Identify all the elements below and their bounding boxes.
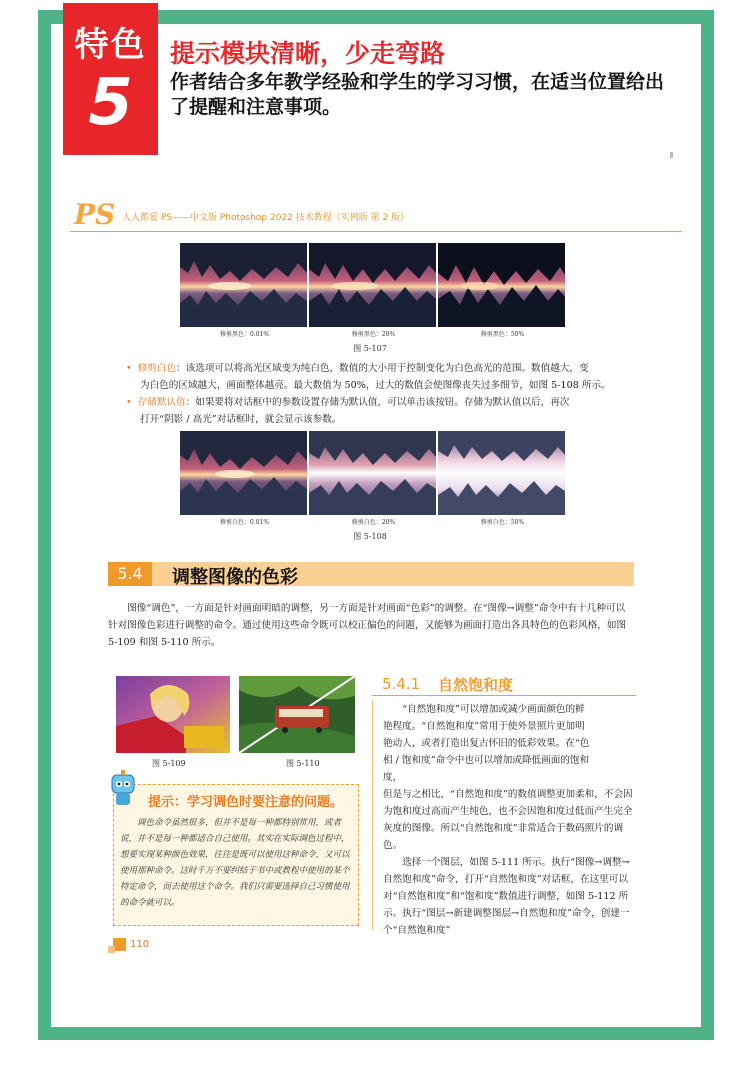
section-title: 调整图像的色彩 xyxy=(172,567,298,588)
bullet-save-default xyxy=(126,394,646,428)
caption-clip-black-2: 修剪黑色：20% xyxy=(351,331,396,338)
section-intro-paragraph: 图像“调色”，一方面是针对画面明暗的调整，另一方面是针对画面“色彩”的调整。在“图像→调整”命令中有十几种可以针对图像色彩进行调整的命令。通过使用这些命令既可以校正偏色的问题，又能够为画面打造出各具特色的色彩风格，如图 5-109 和图 5-110 所示。 xyxy=(108,603,627,648)
city-image-dark-3 xyxy=(438,243,565,327)
figure-5-110-bus-forest xyxy=(239,676,355,753)
figure-5-109-portrait xyxy=(116,676,230,753)
city-image-dark-1 xyxy=(180,243,307,327)
caption-clip-white-2: 修剪白色：20% xyxy=(351,519,396,526)
divider-mark xyxy=(670,152,673,158)
subsection-paragraph-2: 但是与之相比，“自然饱和度”的数值调整更加柔和，不会因为饱和度过高而产生纯色，也不会因饱和度过低而产生完全灰度的图像。所以“自然饱和度”非常适合于数码照片的调色。 xyxy=(383,789,633,851)
subsection-paragraph-1: “自然饱和度”可以增加或减少画面颜色的鲜艳程度。“自然饱和度”常用于使外景照片更加明艳动人，或者打造出复古怀旧的低彩效果。在“色相 / 饱和度”命令中也可以增加或降低画面的饱和度， xyxy=(383,704,590,783)
running-header-text: 人人都爱 PS——中文版 Photoshop 2022 技术教程（实例版 第 2 版） xyxy=(122,213,410,223)
subsection-title: 自然饱和度 xyxy=(438,676,514,694)
city-image-white-2 xyxy=(309,431,436,515)
figure-5-107-images xyxy=(180,243,565,327)
bullet-text: ：如果要将对话框中的参数设置存储为默认值，可以单击该按钮。存储为默认值以后，再次 xyxy=(185,397,570,408)
page-number-marker xyxy=(113,938,126,951)
badge-label: 特色 xyxy=(74,25,147,65)
bullet-clip-white xyxy=(126,360,646,394)
city-image-white-3 xyxy=(438,431,565,515)
bullet-dot: • xyxy=(126,397,132,408)
bullet-text-cont: 打开“阴影 / 高光”对话框时，就会显示该参数。 xyxy=(140,414,342,425)
bullet-text-cont: 为白色的区域越大，画面整体越亮。最大数值为 50%，过大的数值会使图像丧失过多细节，如图 5-108 所示。 xyxy=(140,380,611,391)
page-number xyxy=(113,938,149,951)
subsection-paragraph-3: 选择一个图层，如图 5-111 所示。执行“图像→调整→自然饱和度”命令，打开“自然饱和度”对话框，在这里可以对“自然饱和度”和“饱和度”数值进行调整，如图 5-112 所示。执行“图层→新建调整图层→自然饱和度”命令，创建一个“自然饱和度” xyxy=(383,857,630,936)
bullet-key: 修剪白色 xyxy=(137,363,177,374)
figure-label-5-109: 图 5-109 xyxy=(152,759,186,768)
feature-badge xyxy=(63,3,158,155)
robot-mascot-icon xyxy=(108,769,138,807)
figure-label-5-108: 图 5-108 xyxy=(353,532,387,541)
section-number: 5.4 xyxy=(108,562,152,586)
bullet-text: ：该选项可以将高光区域变为纯白色，数值的大小用于控制变化为白色高光的范围。数值越大，变 xyxy=(176,363,589,374)
subsection-number: 5.4.1 xyxy=(382,675,421,693)
tip-title: 提示：学习调色时要注意的问题。 xyxy=(148,795,344,810)
ps-logo: PS xyxy=(74,198,116,231)
running-header xyxy=(70,196,682,232)
figure-5-107-captions xyxy=(180,329,567,338)
feature-description: 作者结合多年教学经验和学生的学习习惯，在适当位置给出了提醒和注意事项。 xyxy=(170,71,665,118)
tip-box xyxy=(113,784,359,926)
city-image-white-1 xyxy=(180,431,307,515)
figure-label-5-110: 图 5-110 xyxy=(286,759,320,768)
figure-label-5-107: 图 5-107 xyxy=(353,344,387,353)
badge-number: 5 xyxy=(88,66,133,140)
page-number-text: 110 xyxy=(130,939,150,950)
city-image-dark-2 xyxy=(309,243,436,327)
figure-5-108-captions xyxy=(180,517,567,526)
column-divider xyxy=(372,700,373,930)
caption-clip-white-1: 修剪白色：0.01% xyxy=(219,519,270,526)
feature-title: 提示模块清晰，少走弯路 xyxy=(170,39,446,68)
bullet-dot: • xyxy=(126,363,132,374)
caption-clip-black-1: 修剪黑色：0.01% xyxy=(219,331,270,338)
subsection-heading xyxy=(372,674,636,696)
bullet-key: 存储默认值 xyxy=(137,397,186,408)
caption-clip-white-3: 修剪白色：50% xyxy=(480,519,525,526)
figure-5-108-images xyxy=(180,431,565,515)
section-heading-bar xyxy=(108,562,634,586)
tip-body: 调色命令虽然很多，但并不是每一种都特别常用，或者说，并不是每一种都适合自己使用。其实在实际调色过程中，想要实现某种颜色效果，往往是既可以使用这种命令，又可以使用那种命令。这时千万不要纠结于书中或教程中使用的某个特定命令，而去使用这个命令。我们只需要选择自己习惯使用的命令就可以。 xyxy=(120,818,350,908)
caption-clip-black-3: 修剪黑色：50% xyxy=(480,331,525,338)
